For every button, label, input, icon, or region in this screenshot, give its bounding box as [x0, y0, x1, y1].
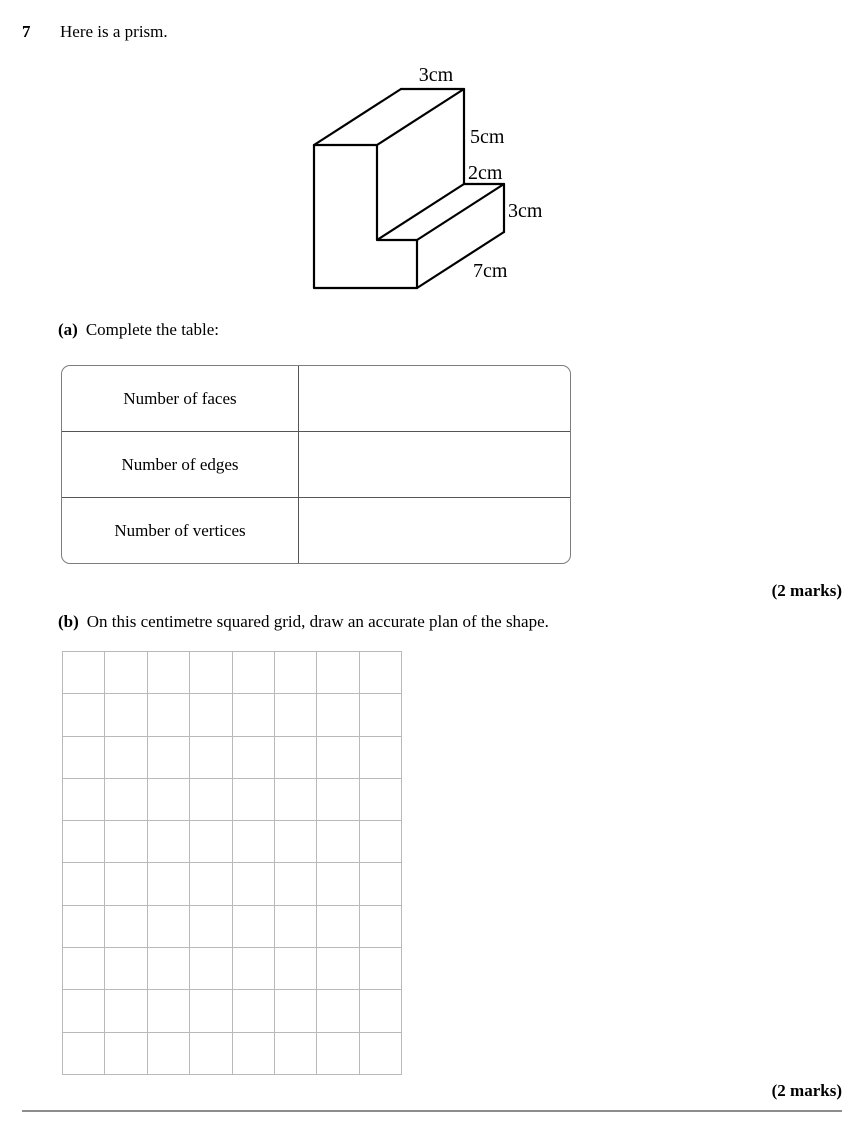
grid-cell: [63, 863, 105, 905]
grid-cell: [233, 652, 275, 694]
grid-cell: [317, 863, 359, 905]
grid-cell: [63, 821, 105, 863]
grid-cell: [63, 694, 105, 736]
grid-cell: [148, 821, 190, 863]
grid-cell: [190, 779, 232, 821]
grid-cell: [275, 737, 317, 779]
grid-cell: [190, 906, 232, 948]
grid-cell: [360, 1033, 402, 1075]
grid-cell: [63, 779, 105, 821]
dim-column-height-label: 5cm: [470, 126, 505, 148]
part-a-marks: (2 marks): [771, 581, 842, 600]
table-row: [62, 366, 570, 431]
grid-cell: [105, 821, 147, 863]
grid-cell: [105, 1033, 147, 1075]
part-a-prompt-line: [58, 319, 219, 340]
grid-cell: [190, 652, 232, 694]
grid-cell: [275, 906, 317, 948]
grid-cell: [275, 948, 317, 990]
grid-cell: [190, 694, 232, 736]
grid-cell: [360, 694, 402, 736]
grid-cell: [148, 948, 190, 990]
grid-cell: [105, 694, 147, 736]
grid-cell: [233, 694, 275, 736]
grid-cell: [360, 737, 402, 779]
grid-cell: [190, 821, 232, 863]
grid-cell: [360, 821, 402, 863]
dim-step-run-label: 2cm: [468, 162, 503, 184]
grid-cell: [275, 990, 317, 1032]
grid-cell: [105, 737, 147, 779]
question-separator-rule: [22, 1110, 842, 1112]
answer-cell-faces[interactable]: [299, 366, 570, 431]
grid-cell: [233, 990, 275, 1032]
grid-cell: [105, 906, 147, 948]
grid-cell: [233, 779, 275, 821]
grid-cell: [317, 737, 359, 779]
grid-cell: [233, 948, 275, 990]
grid-cell: [190, 948, 232, 990]
dim-depth-label: 7cm: [473, 260, 508, 282]
grid-cell: [317, 821, 359, 863]
grid-cell: [63, 652, 105, 694]
grid-cell: [148, 1033, 190, 1075]
grid-cell: [360, 948, 402, 990]
grid-cell: [275, 779, 317, 821]
grid-cell: [148, 863, 190, 905]
cm-grid[interactable]: [62, 651, 402, 1075]
part-b-marks: (2 marks): [771, 1081, 842, 1100]
table-row: [62, 431, 570, 497]
grid-cell: [190, 737, 232, 779]
dim-top-width-label: 3cm: [418, 64, 454, 86]
grid-cell: [63, 990, 105, 1032]
grid-cell: [360, 906, 402, 948]
prism-diagram: [300, 60, 570, 305]
question-intro: Here is a prism.: [60, 22, 168, 41]
grid-cell: [233, 863, 275, 905]
dim-step-height-label: 3cm: [508, 200, 543, 222]
grid-cell: [360, 652, 402, 694]
grid-cell: [190, 1033, 232, 1075]
prism-edges: [314, 89, 504, 288]
row-label-vertices: Number of vertices: [62, 498, 299, 563]
grid-cell: [317, 779, 359, 821]
grid-cell: [317, 1033, 359, 1075]
grid-cell: [63, 906, 105, 948]
grid-cell: [317, 652, 359, 694]
part-b-label: (b): [58, 612, 79, 631]
grid-cell: [148, 652, 190, 694]
grid-cell: [148, 906, 190, 948]
grid-cell: [360, 779, 402, 821]
grid-cell: [63, 1033, 105, 1075]
grid-cell: [275, 1033, 317, 1075]
grid-cell: [63, 737, 105, 779]
grid-cell: [360, 990, 402, 1032]
answer-cell-edges[interactable]: [299, 432, 570, 497]
grid-cell: [190, 863, 232, 905]
grid-cell: [275, 863, 317, 905]
part-b-prompt: On this centimetre squared grid, draw an accurate plan of the shape.: [86, 612, 549, 631]
grid-cell: [275, 821, 317, 863]
table-row: [62, 497, 570, 563]
grid-cell: [317, 990, 359, 1032]
question-number: 7: [22, 22, 31, 41]
grid-cell: [233, 821, 275, 863]
grid-cell: [63, 948, 105, 990]
faces-edges-vertices-table: [61, 365, 571, 564]
grid-cell: [233, 1033, 275, 1075]
grid-cell: [148, 737, 190, 779]
grid-cell: [105, 652, 147, 694]
part-b-prompt-line: [58, 611, 549, 632]
grid-cell: [233, 737, 275, 779]
grid-cell: [275, 694, 317, 736]
grid-cell: [317, 906, 359, 948]
row-label-edges: Number of edges: [62, 432, 299, 497]
grid-cell: [148, 990, 190, 1032]
answer-cell-vertices[interactable]: [299, 498, 570, 563]
part-a-label: (a): [58, 320, 78, 339]
grid-cell: [105, 948, 147, 990]
grid-cell: [233, 906, 275, 948]
grid-cell: [105, 863, 147, 905]
grid-cell: [148, 779, 190, 821]
grid-cell: [190, 990, 232, 1032]
row-label-faces: Number of faces: [62, 366, 299, 431]
grid-cell: [317, 948, 359, 990]
part-a-prompt: Complete the table:: [85, 320, 219, 339]
grid-cell: [360, 863, 402, 905]
grid-cell: [275, 652, 317, 694]
grid-cell: [317, 694, 359, 736]
grid-cell: [105, 779, 147, 821]
grid-cell: [105, 990, 147, 1032]
grid-cell: [148, 694, 190, 736]
